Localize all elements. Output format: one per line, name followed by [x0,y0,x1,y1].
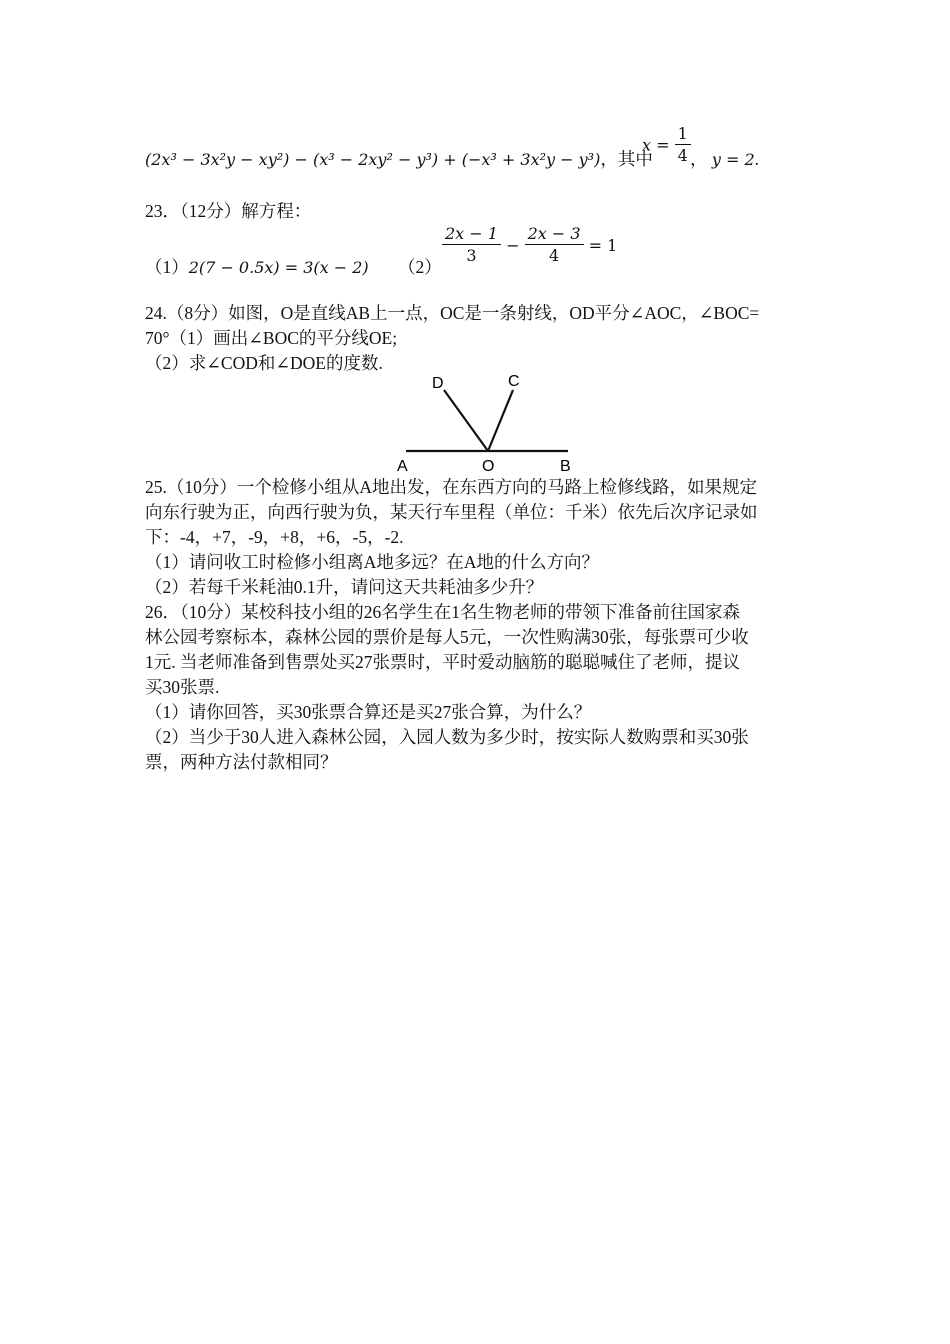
q22-line [145,146,653,173]
q25-line2: 向东行驶为正，向西行驶为负，某天行车里程（单位：千米）依先后次序记录如 [145,502,758,522]
q22-x-fraction [675,124,691,167]
q23-part2-fraction1 [442,224,501,267]
q22-x-numerator: 1 [675,124,691,145]
q25-line1: 25.（10分）一个检修小组从A地出发，在东西方向的马路上检修线路，如果规定 [145,477,758,497]
q23-part2-rhs: = 1 [588,236,618,255]
label-c: C [508,373,520,390]
q24-line3: （2）求∠COD和∠DOE的度数. [145,353,383,373]
q22-y-part [690,146,759,173]
q26-line7: 票，两种方法付款相同？ [145,752,338,772]
q26-line2: 林公园考察标本，森林公园的票价是每人5元，一次性购满30张，每张票可少收 [145,627,749,647]
q23-part2-den2: 4 [548,246,560,265]
q23-part2-fraction2 [525,224,584,267]
q22-x-denominator: 4 [677,146,688,165]
q22-end: . [754,149,760,169]
q22-where-label: ，其中 [600,149,653,169]
q25-line4: （1）请问收工时检修小组离A地多远？在A地的什么方向？ [145,552,600,572]
q26-line5: （1）请你回答，买30张票合算还是买27张合算，为什么？ [145,702,592,722]
label-a: A [397,458,408,475]
q22-separator: ， [690,149,708,169]
q25-line5: （2）若每千米耗油0.1升，请问这天共耗油多少升？ [145,577,544,597]
q23-part1-equation: 2(7 − 0.5x) = 3(x − 2) [188,258,369,277]
q23-part1-label: （1） [145,257,189,277]
q23-part2-num1: 2x − 1 [442,224,501,245]
q23-part2-den1: 3 [466,246,477,265]
q22-x-label: x = [642,135,670,155]
label-o: O [482,458,495,475]
q25-line3: 下：-4，+7，-9，+8，+6，-5，-2. [145,527,404,547]
q23-title: 23．（12分）解方程： [145,201,312,221]
q24-figure [380,368,600,478]
q26-line6: （2）当少于30人进入森林公园，入园人数为多少时，按实际人数购票和买30张 [145,727,749,747]
q23-part1 [145,254,369,281]
q24-line1: 24.（8分）如图，O是直线AB上一点，OC是一条射线，OD平分∠AOC，∠BOC= [145,303,760,323]
label-b: B [560,458,571,475]
q23-part2-minus: − [506,236,520,255]
ray-oc [488,390,513,451]
q22-x-value [642,124,691,167]
q24-line2: 70°（1）画出∠BOC的平分线OE; [145,328,398,348]
q26-line1: 26．（10分）某校科技小组的26名学生在1名生物老师的带领下准备前往国家森 [145,602,740,622]
q23-part2-label: （2） [398,257,442,277]
q23-part2-equation [442,224,617,267]
ray-od [444,390,488,451]
q23-part2-num2: 2x − 3 [525,224,584,245]
q26-line3: 1元. 当老师准备到售票处买27张票时，平时爱动脑筋的聪聪喊住了老师，提议 [145,652,740,672]
label-d: D [432,375,444,392]
q22-expression: (2x³ − 3x²y − xy²) − (x³ − 2xy² − y³) + (−x³ + 3x²y − y³) [145,150,601,169]
q26-line4: 买30张票. [145,677,220,697]
q22-y-value: y = 2 [711,150,755,169]
